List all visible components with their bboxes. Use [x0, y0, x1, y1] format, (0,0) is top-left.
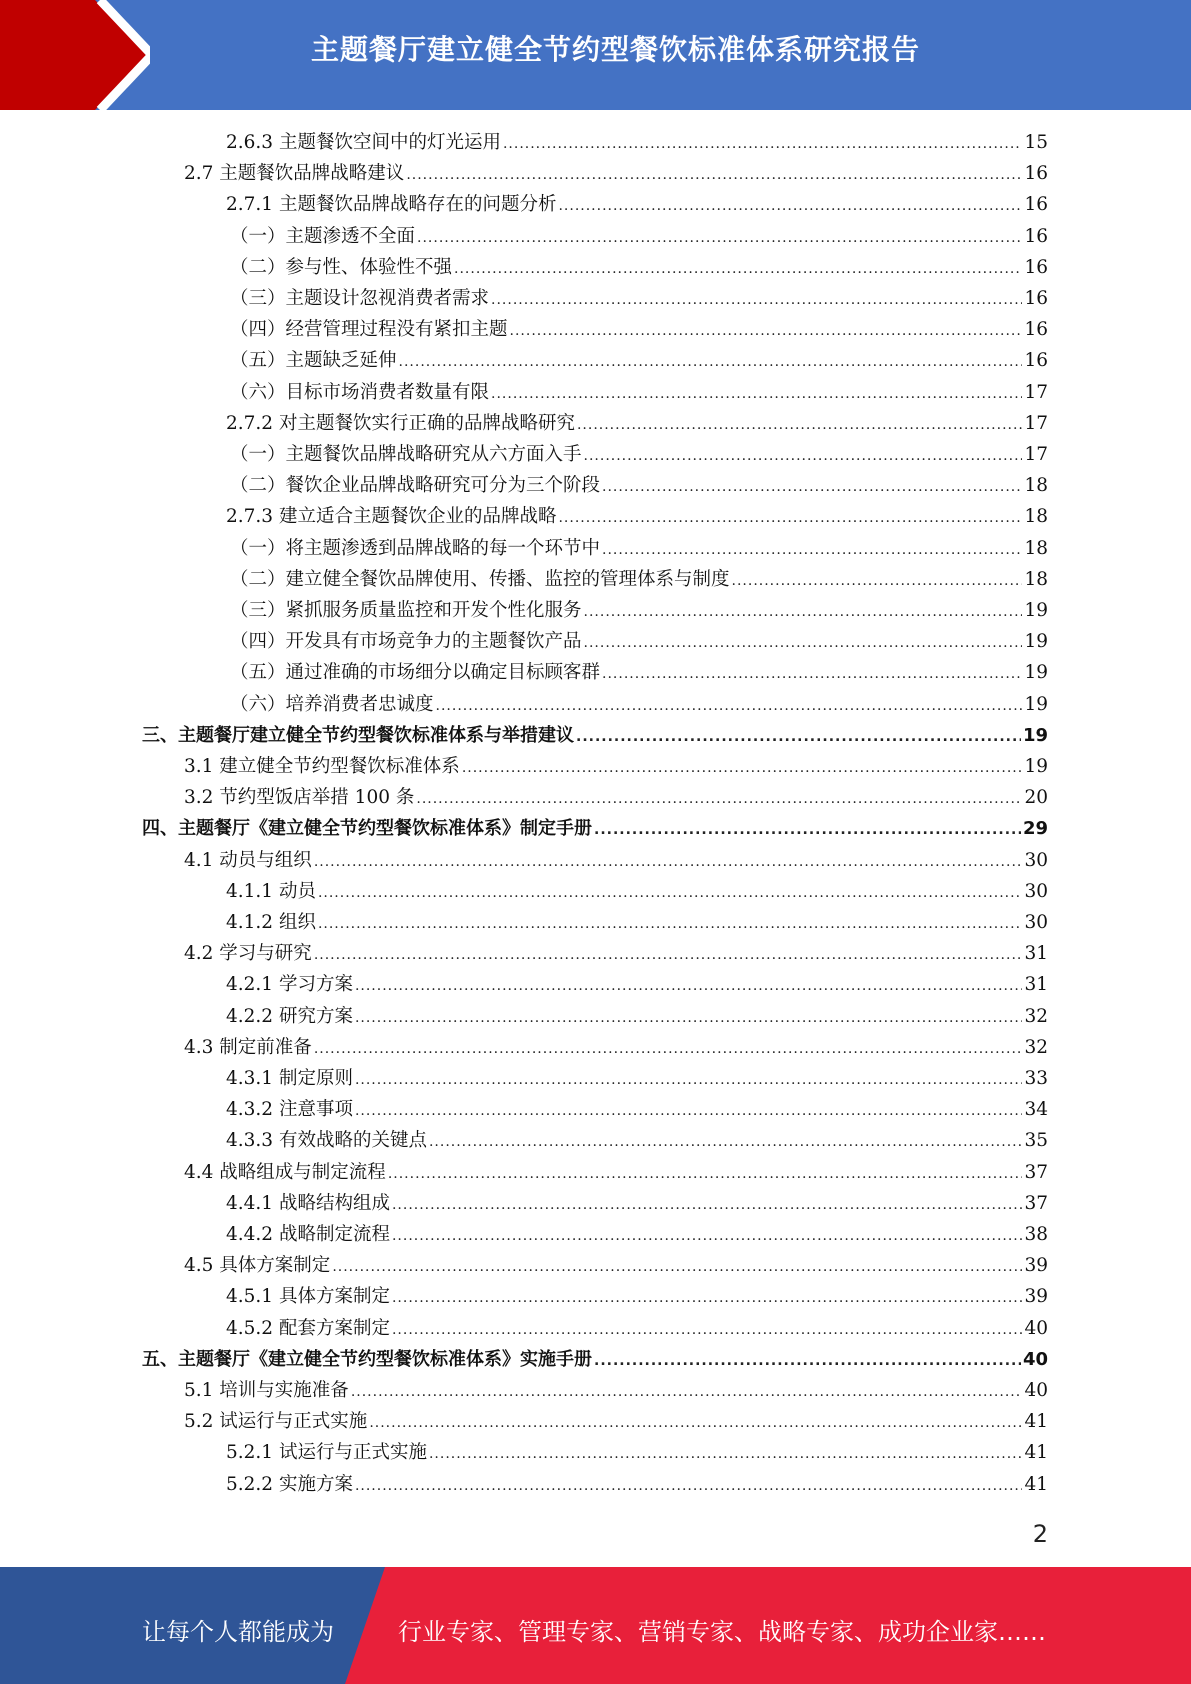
toc-entry-title: 5.2 试运行与正式实施: [184, 1411, 368, 1433]
toc-leader-dots: [558, 501, 1022, 532]
toc-leader-dots: [584, 439, 1023, 470]
toc-entry-title: 2.7 主题餐饮品牌战略建议: [184, 163, 405, 185]
toc-entry[interactable]: [230, 657, 1048, 688]
toc-entry-title: 4.4.2 战略制定流程: [226, 1224, 390, 1245]
toc-leader-dots: [454, 252, 1022, 283]
toc-entry[interactable]: [226, 1313, 1048, 1344]
toc-entry[interactable]: [184, 845, 1048, 876]
toc-entry-title: 三、主题餐厅建立健全节约型餐饮标准体系与举措建议: [142, 724, 574, 746]
toc-entry[interactable]: [230, 689, 1048, 720]
toc-entry[interactable]: [230, 533, 1048, 564]
toc-entry-page: 16: [1024, 163, 1048, 185]
toc-entry-page: 16: [1024, 319, 1048, 341]
toc-entry-page: 39: [1024, 1286, 1048, 1308]
toc-entry-page: 31: [1024, 943, 1048, 965]
toc-entry-page: 30: [1024, 912, 1048, 933]
toc-entry-title: 5.1 培训与实施准备: [184, 1380, 349, 1401]
toc-entry-page: 31: [1024, 974, 1048, 996]
toc-leader-dots: [732, 564, 1023, 595]
toc-entry-title: （一）将主题渗透到品牌战略的每一个环节中: [230, 537, 601, 559]
toc-entry-title: 4.1.2 组织: [226, 912, 316, 933]
toc-entry[interactable]: [226, 1437, 1048, 1468]
toc-entry-page: 30: [1024, 880, 1048, 902]
toc-entry-page: 33: [1024, 1068, 1048, 1089]
toc-entry[interactable]: [226, 1188, 1048, 1219]
toc-entry-title: 4.3 制定前准备: [184, 1036, 312, 1058]
footer-slogan-left: 让每个人都能成为: [142, 1618, 334, 1646]
toc-entry-title: （六）目标市场消费者数量有限: [230, 381, 490, 403]
toc-leader-dots: [355, 1469, 1023, 1500]
toc-leader-dots: [318, 907, 1023, 938]
toc-entry-page: 17: [1024, 381, 1048, 403]
toc-entry-title: （二）建立健全餐饮品牌使用、传播、监控的管理体系与制度: [230, 568, 730, 590]
toc-entry[interactable]: [230, 470, 1048, 501]
toc-entry-page: 19: [1024, 600, 1048, 621]
toc-leader-dots: [602, 470, 1022, 501]
toc-entry-page: 16: [1024, 350, 1048, 372]
toc-entry[interactable]: [184, 1032, 1048, 1063]
toc-entry-page: 41: [1024, 1411, 1048, 1433]
toc-leader-dots: [355, 1094, 1023, 1125]
toc-entry-page: 39: [1024, 1255, 1048, 1277]
toc-entry-page: 15: [1024, 132, 1048, 153]
toc-entry-page: 17: [1024, 444, 1048, 465]
toc-entry[interactable]: [230, 626, 1048, 657]
toc-entry-title: （四）经营管理过程没有紧扣主题: [230, 319, 508, 341]
toc-entry[interactable]: [226, 1469, 1048, 1500]
toc-entry-page: 16: [1024, 194, 1048, 216]
toc-entry-page: 40: [1024, 1380, 1048, 1401]
toc-entry[interactable]: [230, 252, 1048, 283]
toc-entry-page: 37: [1024, 1161, 1048, 1183]
toc-leader-dots: [594, 813, 1021, 844]
toc-leader-dots: [491, 283, 1022, 314]
toc-entry-title: （三）主题设计忽视消费者需求: [230, 288, 490, 309]
toc-entry-page: 29: [1022, 818, 1048, 840]
toc-entry-page: 19: [1024, 662, 1048, 684]
toc-entry[interactable]: [226, 408, 1048, 439]
toc-entry-page: 19: [1022, 724, 1048, 746]
toc-entry-title: 4.2.2 研究方案: [226, 1005, 353, 1027]
toc-entry[interactable]: [230, 439, 1048, 470]
toc-entry-title: 五、主题餐厅《建立健全节约型餐饮标准体系》实施手册: [142, 1348, 592, 1370]
toc-entry-title: 4.5.1 具体方案制定: [226, 1286, 390, 1308]
toc-leader-dots: [503, 127, 1022, 158]
toc-entry[interactable]: [226, 501, 1048, 532]
toc-entry[interactable]: [226, 127, 1048, 158]
toc-entry-title: 4.2 学习与研究: [184, 943, 312, 965]
toc-entry-page: 41: [1024, 1442, 1048, 1464]
toc-leader-dots: [602, 533, 1022, 564]
toc-leader-dots: [355, 969, 1023, 1000]
toc-entry[interactable]: [230, 283, 1048, 314]
toc-entry-page: 16: [1024, 288, 1048, 309]
toc-entry[interactable]: [226, 1001, 1048, 1032]
toc-leader-dots: [332, 1250, 1022, 1281]
toc-entry-page: 32: [1024, 1036, 1048, 1058]
toc-entry-page: 18: [1024, 475, 1048, 497]
toc-entry-title: （一）主题餐饮品牌战略研究从六方面入手: [230, 444, 582, 465]
toc-leader-dots: [462, 751, 1023, 782]
toc-entry-title: 2.6.3 主题餐饮空间中的灯光运用: [226, 132, 501, 153]
toc-leader-dots: [355, 1063, 1023, 1094]
toc-entry-page: 18: [1024, 568, 1048, 590]
footer-slogan-right: 行业专家、管理专家、营销专家、战略专家、成功企业家……: [398, 1618, 1046, 1646]
toc-entry[interactable]: [226, 1125, 1048, 1156]
toc-entry[interactable]: [184, 1250, 1048, 1281]
toc-entry-page: 16: [1024, 225, 1048, 247]
toc-leader-dots: [314, 938, 1023, 969]
toc-entry-title: 4.5.2 配套方案制定: [226, 1317, 390, 1339]
toc-entry[interactable]: [230, 564, 1048, 595]
toc-entry-page: 40: [1024, 1317, 1048, 1339]
toc-entry[interactable]: [230, 345, 1048, 376]
toc-entry-title: 3.1 建立健全节约型餐饮标准体系: [184, 756, 460, 777]
toc-entry-title: 2.7.2 对主题餐饮实行正确的品牌战略研究: [226, 412, 575, 434]
toc-entry[interactable]: [226, 1094, 1048, 1125]
document-title: 主题餐厅建立健全节约型餐饮标准体系研究报告: [310, 33, 920, 66]
toc-entry-title: 3.2 节约型饭店举措 100 条: [184, 787, 415, 809]
toc-entry-page: 30: [1024, 849, 1048, 871]
toc-entry-title: 4.4.1 战略结构组成: [226, 1192, 390, 1214]
toc-entry[interactable]: [226, 907, 1048, 938]
toc-entry-title: 4.3.1 制定原则: [226, 1068, 353, 1089]
toc-entry-title: （五）通过准确的市场细分以确定目标顾客群: [230, 662, 601, 684]
toc-leader-dots: [602, 657, 1022, 688]
toc-entry-title: 4.1.1 动员: [226, 880, 316, 902]
toc-entry-title: （二）餐饮企业品牌战略研究可分为三个阶段: [230, 475, 601, 497]
toc-entry-title: （五）主题缺乏延伸: [230, 350, 397, 372]
toc-entry-title: 4.5 具体方案制定: [184, 1255, 331, 1277]
toc-entry[interactable]: [142, 720, 1048, 751]
toc-leader-dots: [406, 158, 1022, 189]
toc-leader-dots: [314, 845, 1023, 876]
toc-leader-dots: [577, 408, 1022, 439]
toc-entry-title: 5.2.2 实施方案: [226, 1473, 353, 1495]
toc-entry-title: （四）开发具有市场竞争力的主题餐饮产品: [230, 631, 582, 653]
toc-leader-dots: [399, 345, 1023, 376]
toc-entry-page: 19: [1024, 693, 1048, 715]
toc-entry[interactable]: [184, 1375, 1048, 1406]
toc-entry-title: 4.4 战略组成与制定流程: [184, 1161, 386, 1183]
toc-leader-dots: [429, 1437, 1022, 1468]
toc-entry[interactable]: [142, 1344, 1048, 1375]
toc-leader-dots: [351, 1375, 1023, 1406]
toc-leader-dots: [558, 189, 1022, 220]
toc-entry-page: 38: [1024, 1224, 1048, 1245]
toc-entry[interactable]: [226, 1219, 1048, 1250]
toc-entry-title: （三）紧抓服务质量监控和开发个性化服务: [230, 600, 582, 621]
toc-entry[interactable]: [226, 969, 1048, 1000]
toc-entry-title: （六）培养消费者忠诚度: [230, 693, 434, 715]
toc-entry-page: 37: [1024, 1192, 1048, 1214]
toc-entry[interactable]: [230, 377, 1048, 408]
toc-entry-page: 19: [1024, 756, 1048, 777]
toc-entry-title: （二）参与性、体验性不强: [230, 256, 453, 278]
toc-entry[interactable]: [184, 1406, 1048, 1437]
page-footer: [0, 1567, 1191, 1684]
toc-entry[interactable]: [184, 158, 1048, 189]
page-header: [0, 0, 1191, 110]
toc-entry-page: 19: [1024, 631, 1048, 653]
toc-leader-dots: [584, 595, 1023, 626]
toc-entry-page: 34: [1024, 1099, 1048, 1121]
toc-entry-page: 18: [1024, 537, 1048, 559]
toc-leader-dots: [584, 626, 1023, 657]
toc-entry[interactable]: [142, 813, 1048, 844]
toc-entry[interactable]: [226, 189, 1048, 220]
toc-leader-dots: [369, 1406, 1022, 1437]
toc-entry[interactable]: [230, 221, 1048, 252]
toc-entry[interactable]: [184, 782, 1048, 813]
toc-entry-page: 18: [1024, 506, 1048, 528]
toc-entry-page: 17: [1024, 412, 1048, 434]
page-number: 2: [1032, 1520, 1048, 1548]
toc-entry-title: 4.1 动员与组织: [184, 849, 312, 871]
toc-leader-dots: [314, 1032, 1023, 1063]
toc-leader-dots: [510, 314, 1023, 345]
toc-entry[interactable]: [230, 314, 1048, 345]
toc-entry[interactable]: [226, 876, 1048, 907]
toc-entry-page: 41: [1024, 1473, 1048, 1495]
toc-entry[interactable]: [226, 1063, 1048, 1094]
toc-entry-title: 2.7.3 建立适合主题餐饮企业的品牌战略: [226, 506, 557, 528]
toc-leader-dots: [388, 1157, 1023, 1188]
toc-entry-page: 16: [1024, 256, 1048, 278]
toc-leader-dots: [392, 1188, 1022, 1219]
toc-entry-title: 4.3.2 注意事项: [226, 1099, 353, 1121]
toc-leader-dots: [576, 720, 1021, 751]
toc-leader-dots: [417, 221, 1022, 252]
toc-leader-dots: [491, 377, 1022, 408]
toc-leader-dots: [392, 1219, 1022, 1250]
toc-entry-title: 四、主题餐厅《建立健全节约型餐饮标准体系》制定手册: [142, 818, 592, 840]
toc-leader-dots: [416, 782, 1022, 813]
toc-entry-page: 20: [1024, 787, 1048, 809]
toc-leader-dots: [436, 689, 1023, 720]
toc-entry[interactable]: [230, 595, 1048, 626]
toc-leader-dots: [392, 1313, 1022, 1344]
toc-leader-dots: [594, 1344, 1021, 1375]
toc-leader-dots: [318, 876, 1023, 907]
toc-entry-title: （一）主题渗透不全面: [230, 225, 416, 247]
toc-entry-title: 4.3.3 有效战略的关键点: [226, 1130, 427, 1152]
toc-leader-dots: [429, 1125, 1022, 1156]
toc-entry[interactable]: [184, 1157, 1048, 1188]
toc-entry-page: 32: [1024, 1005, 1048, 1027]
toc-entry[interactable]: [184, 938, 1048, 969]
toc-entry[interactable]: [184, 751, 1048, 782]
toc-entry-page: 35: [1024, 1130, 1048, 1152]
toc-entry-page: 40: [1022, 1348, 1048, 1370]
toc-entry-title: 5.2.1 试运行与正式实施: [226, 1442, 427, 1464]
toc-leader-dots: [355, 1001, 1023, 1032]
toc-entry-title: 2.7.1 主题餐饮品牌战略存在的问题分析: [226, 194, 557, 216]
toc-entry-title: 4.2.1 学习方案: [226, 974, 353, 996]
toc-entry[interactable]: [226, 1281, 1048, 1312]
toc-leader-dots: [392, 1281, 1022, 1312]
